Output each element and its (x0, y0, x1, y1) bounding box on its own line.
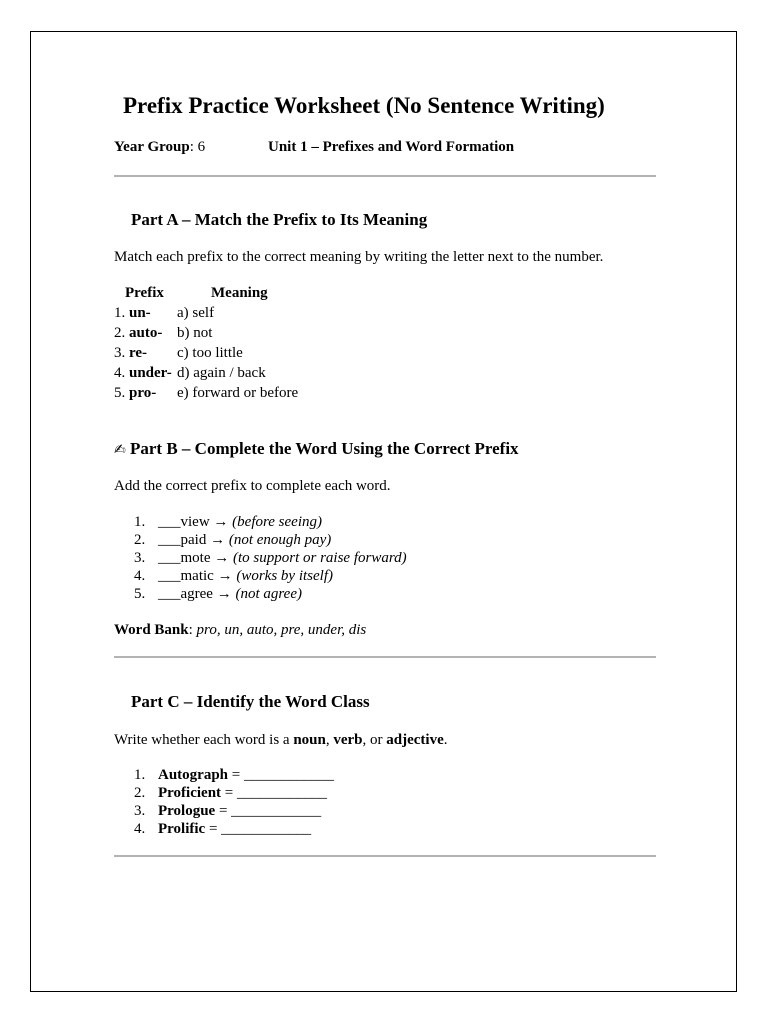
arrow-icon: → (214, 550, 230, 566)
part-b-instruction: Add the correct prefix to complete each word. (114, 478, 391, 494)
year-group-label: Year Group (114, 139, 190, 155)
word-bank-values: pro, un, auto, pre, under, dis (196, 622, 367, 638)
arrow-icon: → (217, 568, 233, 584)
col-meaning-header: Meaning (211, 285, 268, 301)
part-b-heading: Part B – Complete the Word Using the Correct Prefix (129, 439, 519, 458)
word: Prolific (158, 821, 206, 837)
arrow-icon: → (210, 532, 226, 548)
item-number: 3. (134, 803, 146, 819)
separator: , (325, 732, 334, 748)
word-stem: ___matic (158, 568, 214, 584)
word-bank: Word Bank: pro, un, auto, pre, under, dis (114, 622, 367, 638)
item-number: 3. (134, 550, 146, 566)
row-number: 5. (114, 385, 126, 401)
word: Prologue (158, 803, 216, 819)
word-hint: (to support or raise forward) (233, 550, 407, 566)
instruction-text: Write whether each word is a (114, 732, 294, 748)
answer-blank: = ____________ (221, 785, 328, 801)
item-number: 1. (134, 767, 146, 783)
divider (114, 656, 656, 658)
answer-blank: = ____________ (205, 821, 312, 837)
row-meaning: c) too little (177, 345, 243, 361)
col-prefix-header: Prefix (125, 285, 164, 301)
separator: , or (362, 732, 387, 748)
worksheet-page (30, 31, 737, 992)
row-number: 1. (114, 305, 126, 321)
word-stem: ___paid (158, 532, 207, 548)
word-stem: ___view (158, 514, 210, 530)
word-hint: (not enough pay) (228, 532, 332, 548)
unit-title: Unit 1 – Prefixes and Word Formation (268, 139, 515, 155)
item-number: 4. (134, 568, 146, 584)
row-number: 3. (114, 345, 126, 361)
row-prefix: under- (129, 365, 172, 381)
answer-blank: = ____________ (228, 767, 334, 783)
row-number: 4. (114, 365, 126, 381)
arrow-icon: → (213, 514, 229, 530)
word-hint: (works by itself) (236, 568, 333, 584)
part-a-heading: Part A – Match the Prefix to Its Meaning (131, 210, 428, 229)
row-prefix: re- (129, 345, 148, 361)
row-prefix: auto- (129, 325, 163, 341)
noun-label: noun (293, 732, 326, 748)
part-c-instruction (114, 732, 448, 749)
word: Autograph (158, 767, 229, 783)
part-a-instruction: Match each prefix to the correct meaning by writing the letter next to the number. (114, 249, 604, 265)
row-meaning: b) not (177, 325, 213, 341)
word-hint: (before seeing) (232, 514, 322, 530)
part-b-heading-line (114, 439, 519, 459)
word: Proficient (158, 785, 222, 801)
item-number: 2. (134, 532, 146, 548)
item-number: 1. (134, 514, 146, 530)
word-hint: (not agree) (235, 586, 302, 602)
word-stem: ___mote (158, 550, 211, 566)
row-number: 2. (114, 325, 126, 341)
year-group-value: : 6 (189, 139, 206, 155)
meta-line (114, 139, 515, 156)
period: . (443, 732, 448, 748)
row-meaning: e) forward or before (177, 385, 299, 401)
row-meaning: d) again / back (177, 365, 266, 381)
row-prefix: pro- (129, 385, 157, 401)
item-number: 4. (134, 821, 146, 837)
verb-label: verb (333, 732, 363, 748)
word-stem: ___agree (158, 586, 213, 602)
answer-blank: = ____________ (215, 803, 322, 819)
divider (114, 855, 656, 857)
divider (114, 175, 656, 177)
item-number: 2. (134, 785, 146, 801)
row-meaning: a) self (177, 305, 215, 321)
word-bank-label: Word Bank (114, 622, 189, 638)
part-c-heading: Part C – Identify the Word Class (131, 692, 370, 711)
item-number: 5. (134, 586, 146, 602)
adjective-label: adjective (386, 732, 444, 748)
page-title: Prefix Practice Worksheet (No Sentence Writing) (123, 93, 605, 118)
arrow-icon: → (216, 586, 232, 602)
writing-hand-icon: ✍ (114, 442, 126, 458)
row-prefix: un- (129, 305, 151, 321)
